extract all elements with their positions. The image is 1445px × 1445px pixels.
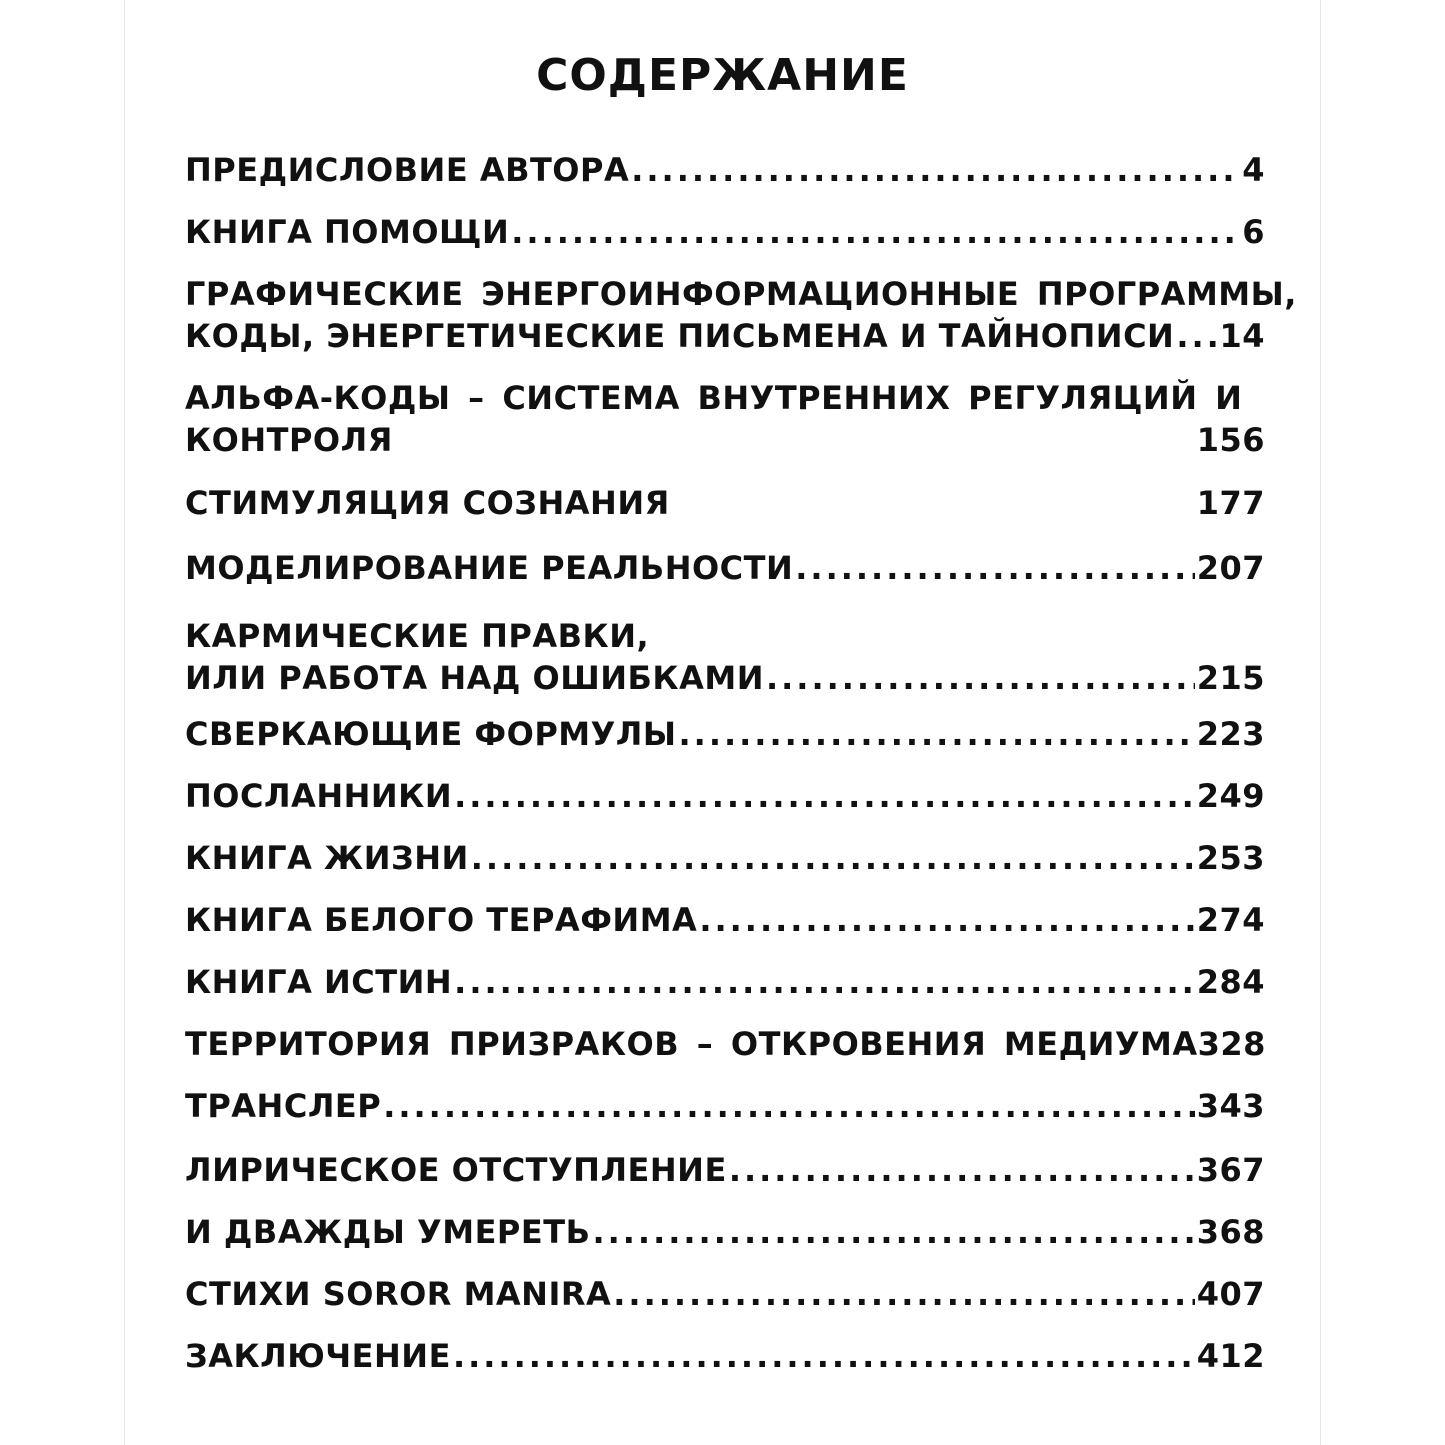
toc-entry-title: СТИХИ SOROR MANIRA (185, 1275, 612, 1313)
toc-entry-title: ЛИРИЧЕСКОЕ ОТСТУПЛЕНИЕ (185, 1151, 727, 1189)
dot-leader (631, 150, 1240, 190)
toc-page-number: 156 (1196, 421, 1265, 459)
toc-page-number: 343 (1196, 1087, 1265, 1125)
toc-page-number: 14 (1219, 317, 1265, 355)
toc-entry-title: ПОСЛАННИКИ (185, 777, 453, 815)
toc-page-number: 177 (1196, 484, 1265, 522)
dot-leader (679, 714, 1195, 754)
book-page (125, 0, 1320, 1445)
toc-entry-title: КНИГА ПОМОЩИ (185, 213, 510, 251)
toc-entry (185, 1336, 1265, 1378)
toc-entry-title: ПРЕДИСЛОВИЕ АВТОРА (185, 151, 630, 189)
dot-leader (766, 658, 1195, 698)
toc-entry (185, 1212, 1265, 1254)
dot-leader (1176, 316, 1217, 356)
toc-entry (185, 616, 1265, 700)
toc-entry (185, 962, 1265, 1004)
toc-entry-title: МОДЕЛИРОВАНИЕ РЕАЛЬНОСТИ (185, 549, 794, 587)
toc-entry-title: ГРАФИЧЕСКИЕ ЭНЕРГОИНФОРМАЦИОННЫЕ ПРОГРАММЫ, (185, 275, 1297, 313)
toc-entry-title: АЛЬФА-КОДЫ – СИСТЕМА ВНУТРЕННИХ РЕГУЛЯЦИЙ И (185, 379, 1243, 417)
dot-leader (592, 1212, 1194, 1252)
toc-entry-title: СВЕРКАЮЩИЕ ФОРМУЛЫ (185, 715, 677, 753)
toc-page-number: 223 (1196, 715, 1265, 753)
toc-entry-title: И ДВАЖДЫ УМЕРЕТЬ (185, 1213, 591, 1251)
toc-page-number: 215 (1196, 659, 1265, 697)
toc-page-number: 284 (1196, 963, 1265, 1001)
toc-entry-title: КАРМИЧЕСКИЕ ПРАВКИ, (185, 617, 650, 655)
toc-page-number: 253 (1196, 839, 1265, 877)
toc-page-number: 4 (1242, 151, 1265, 189)
toc-page-number: 249 (1196, 777, 1265, 815)
page-title: СОДЕРЖАНИЕ (536, 50, 909, 101)
toc-entry-title: КНИГА ЖИЗНИ (185, 839, 469, 877)
toc-entry-title: ЗАКЛЮЧЕНИЕ (185, 1337, 451, 1375)
toc-page-number: 407 (1196, 1275, 1265, 1313)
toc-entry-title-continued: ИЛИ РАБОТА НАД ОШИБКАМИ (185, 659, 764, 697)
dot-leader (729, 1150, 1195, 1190)
toc-page-number: 207 (1196, 549, 1265, 587)
dot-leader (454, 962, 1195, 1002)
toc-entry (185, 1086, 1265, 1128)
dot-leader (511, 212, 1240, 252)
dot-leader (613, 1274, 1194, 1314)
dot-leader (795, 548, 1194, 588)
toc-entry (185, 714, 1265, 756)
toc-entry (185, 548, 1265, 590)
toc-entry-title: ТРАНСЛЕР (185, 1087, 382, 1125)
toc-page-number: 274 (1196, 901, 1265, 939)
toc-entry-title: СТИМУЛЯЦИЯ СОЗНАНИЯ (185, 484, 670, 522)
toc-page-number: 412 (1196, 1337, 1265, 1375)
toc-entry-title-continued: КОДЫ, ЭНЕРГЕТИЧЕСКИЕ ПИСЬМЕНА И ТАЙНОПИСИ (185, 317, 1175, 355)
toc-entry (185, 1274, 1265, 1316)
toc-entry (185, 274, 1297, 358)
toc-page-number: 367 (1196, 1151, 1265, 1189)
toc-entry-title: КНИГА БЕЛОГО ТЕРАФИМА (185, 901, 698, 939)
toc-entry (185, 1024, 1265, 1066)
toc-entry (185, 838, 1265, 880)
toc-page-number: 6 (1242, 213, 1265, 251)
toc-entry-title-continued: КОНТРОЛЯ (185, 421, 393, 459)
dot-leader (454, 776, 1195, 816)
toc-entry (185, 378, 1265, 462)
toc-entry-title: ТЕРРИТОРИЯ ПРИЗРАКОВ – ОТКРОВЕНИЯ МЕДИУМА (185, 1025, 1198, 1063)
dot-leader (699, 900, 1194, 940)
toc-entry (185, 776, 1265, 818)
toc-page-number: 368 (1196, 1213, 1265, 1251)
toc-entry (185, 150, 1265, 192)
toc-entry (185, 483, 1265, 525)
dot-leader (453, 1336, 1195, 1376)
toc-entry (185, 900, 1265, 942)
toc-entry-title: КНИГА ИСТИН (185, 963, 453, 1001)
toc-page-number: 328 (1197, 1025, 1266, 1063)
toc-entry (185, 212, 1265, 254)
dot-leader (471, 838, 1195, 878)
dot-leader (383, 1086, 1195, 1126)
toc-entry (185, 1150, 1265, 1192)
